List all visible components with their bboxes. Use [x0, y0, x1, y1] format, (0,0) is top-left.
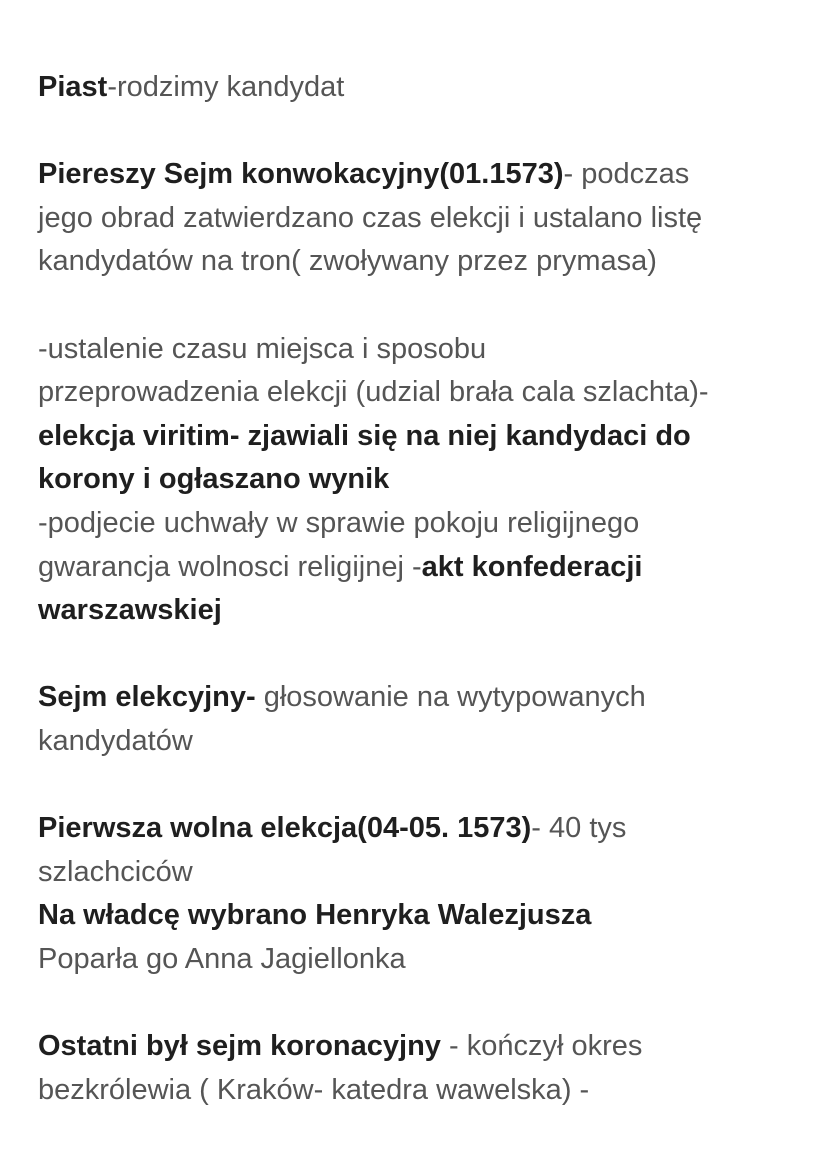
paragraph-piast: [38, 66, 818, 110]
bold-term: Pierwsza wolna elekcja(04-05. 1573): [38, 812, 532, 845]
text-line: bezkrólewia ( Kraków- katedra wawelska) -: [38, 1073, 590, 1106]
text-line: przeprowadzenia elekcji (udzial brała cala szlachta)-: [38, 376, 709, 409]
text-line: szlachciców: [38, 855, 193, 888]
text-line: jego obrad zatwierdzano czas elekcji i ustalano listę: [38, 201, 703, 234]
plain-text: głosowanie na wytypowanych: [255, 681, 646, 714]
bold-line: elekcja viritim- zjawiali się na niej kandydaci do: [38, 419, 691, 452]
bold-line: warszawskiej: [38, 594, 222, 627]
text-line: [38, 1025, 818, 1069]
plain-text: - kończył okres: [440, 1030, 643, 1063]
note-content: [38, 66, 818, 1112]
text-line: -podjecie uchwały w sprawie pokoju religijnego: [38, 506, 640, 539]
text-line: Poparła go Anna Jagiellonka: [38, 942, 406, 975]
plain-text: - podczas: [563, 158, 690, 191]
bold-term: Ostatni był sejm koronacyjny: [38, 1030, 441, 1063]
bold-term: Piereszy Sejm konwokacyjny(01.1573): [38, 158, 564, 191]
paragraph-wolna-elekcja: [38, 807, 818, 981]
paragraph-sejm-koronacyjny: [38, 1025, 818, 1112]
text-line: kandydatów na tron( zwoływany przez prymasa): [38, 245, 657, 278]
bold-term: Piast: [38, 71, 108, 103]
paragraph-sejm-konwokacyjny: [38, 153, 818, 284]
text-line: [38, 153, 818, 197]
text-line: [38, 807, 818, 851]
bold-line: Na władcę wybrano Henryka Walezjusza: [38, 899, 592, 932]
plain-text: -rodzimy kandydat: [107, 71, 345, 103]
paragraph-ustalenia: [38, 328, 818, 633]
text-line: kandydatów: [38, 724, 193, 757]
text-line: -ustalenie czasu miejsca i sposobu: [38, 332, 487, 365]
plain-text: gwarancja wolnosci religijnej -: [38, 550, 422, 583]
plain-text: - 40 tys: [531, 812, 627, 845]
text-line: [38, 66, 818, 110]
paragraph-sejm-elekcyjny: [38, 676, 818, 763]
bold-term: akt konfederacji: [421, 550, 643, 583]
bold-term: Sejm elekcyjny-: [38, 681, 256, 714]
bold-line: korony i ogłaszano wynik: [38, 463, 390, 496]
text-line: [38, 546, 818, 590]
text-line: [38, 676, 818, 720]
